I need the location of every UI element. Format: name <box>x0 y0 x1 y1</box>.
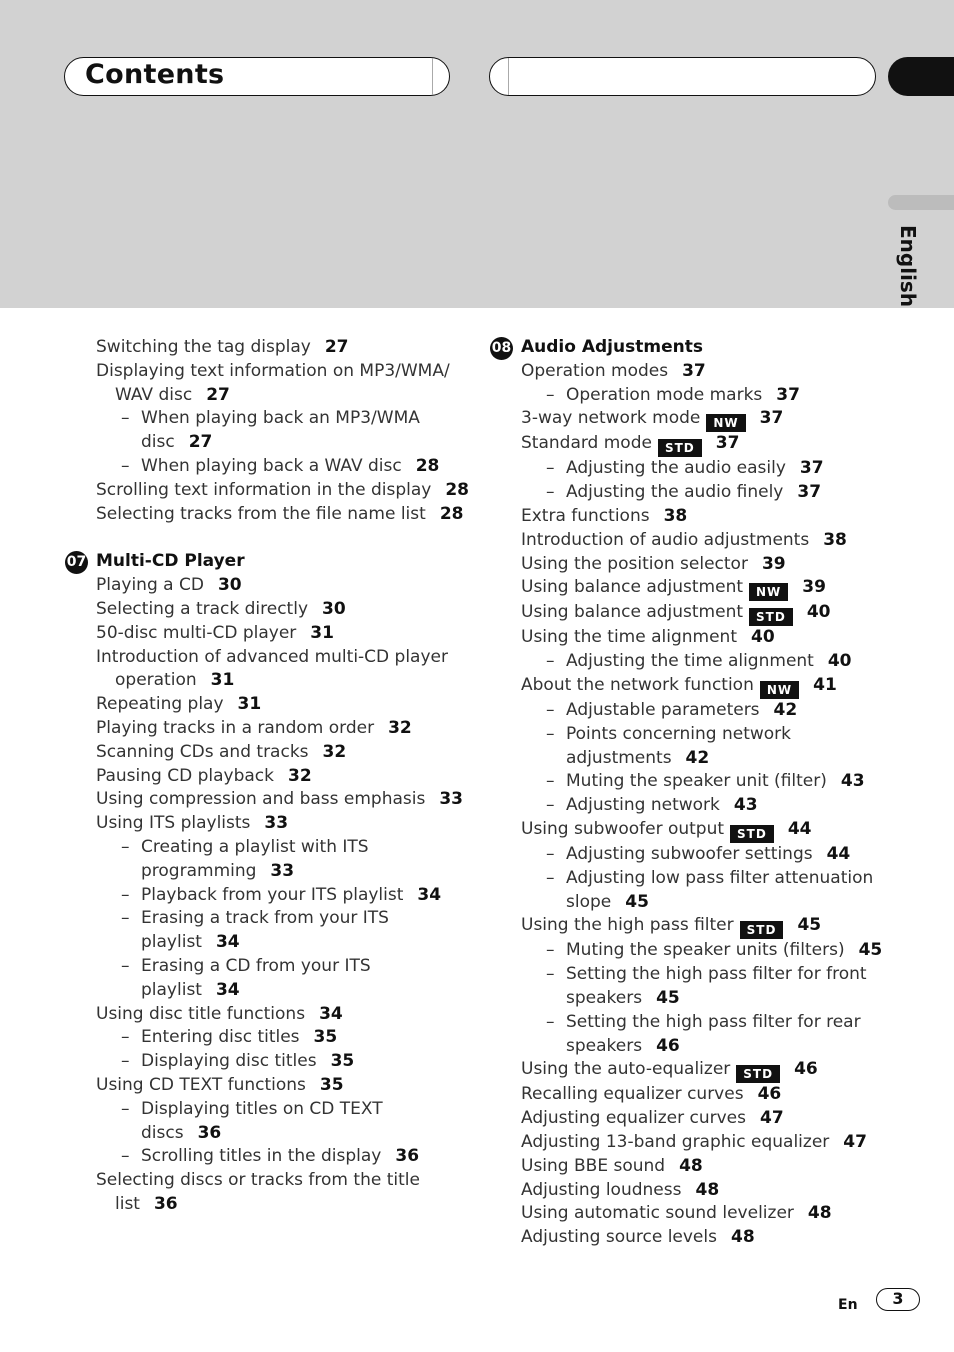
section-heading[interactable] <box>66 550 466 574</box>
toc-entry-text: Using the auto-equalizer <box>521 1059 731 1080</box>
toc-entry[interactable] <box>96 503 466 527</box>
toc-page-number: 30 <box>217 575 242 596</box>
toc-entry[interactable] <box>96 1098 466 1122</box>
toc-entry[interactable] <box>96 765 466 789</box>
toc-entry-text: Operation mode marks <box>566 384 763 405</box>
toc-entry-text: Adjusting the audio finely <box>566 482 784 503</box>
toc-page-number: 27 <box>324 337 349 357</box>
sub-entry-dash: – <box>546 458 555 479</box>
toc-page-number: 47 <box>843 1131 867 1152</box>
toc-page-number: 27 <box>188 432 213 453</box>
toc-entry[interactable] <box>521 1058 881 1083</box>
toc-entry[interactable] <box>96 1193 466 1217</box>
toc-entry-text: Playback from your ITS playlist <box>141 884 404 905</box>
toc-entry-text: Pausing CD playback <box>96 765 274 786</box>
toc-page-number: 40 <box>827 651 852 672</box>
toc-entry-text: Using BBE sound <box>521 1155 666 1176</box>
toc-entry[interactable] <box>96 788 466 812</box>
toc-entry[interactable] <box>96 741 466 765</box>
section-title: Multi-CD Player <box>96 551 245 572</box>
toc-entry[interactable] <box>96 907 466 931</box>
toc-entry[interactable] <box>96 860 466 884</box>
toc-entry-text: Using automatic sound levelizer <box>521 1203 794 1224</box>
toc-page-number: 32 <box>288 765 312 786</box>
sub-entry-dash: – <box>121 1098 130 1119</box>
mode-tag-badge: STD <box>740 921 784 939</box>
toc-page-number: 48 <box>695 1179 720 1200</box>
toc-left-column <box>66 336 470 1217</box>
toc-entry-text: When playing back an MP3/WMA <box>141 408 420 429</box>
toc-entry-text: Adjusting source levels <box>521 1227 717 1248</box>
toc-entry[interactable] <box>96 1145 466 1169</box>
toc-entry[interactable] <box>521 1226 881 1250</box>
toc-page-number: 48 <box>807 1203 832 1224</box>
toc-page-number: 37 <box>715 433 740 454</box>
toc-page-number: 46 <box>656 1035 680 1056</box>
section-title: Audio Adjustments <box>521 337 703 357</box>
toc-entry[interactable] <box>521 1107 881 1131</box>
toc-entry-text: Using CD TEXT functions <box>96 1074 306 1095</box>
sub-entry-dash: – <box>546 482 555 503</box>
sub-entry-dash: – <box>546 964 555 985</box>
toc-entry-text: Playing tracks in a random order <box>96 717 375 738</box>
toc-entry-text: Adjusting the time alignment <box>566 651 814 672</box>
toc-entry-text: Adjusting subwoofer settings <box>566 843 813 864</box>
toc-entry-text: Selecting a track directly <box>96 598 309 619</box>
toc-entry[interactable] <box>521 891 881 915</box>
toc-entry[interactable] <box>96 598 466 622</box>
sub-entry-dash: – <box>121 836 130 857</box>
toc-page-number: 28 <box>439 503 464 524</box>
toc-entry-text: Operation modes <box>521 360 669 381</box>
toc-entry[interactable] <box>521 407 881 432</box>
toc-entry[interactable] <box>96 455 466 479</box>
toc-entry[interactable] <box>521 794 881 818</box>
toc-entry[interactable] <box>521 987 881 1011</box>
toc-entry[interactable] <box>521 553 881 577</box>
toc-page-number: 37 <box>797 482 822 503</box>
toc-page-number: 45 <box>797 915 822 936</box>
toc-entry[interactable] <box>96 622 466 646</box>
sub-entry-dash: – <box>546 1011 555 1032</box>
toc-entry[interactable] <box>521 1131 881 1155</box>
blank-box-divider <box>508 58 509 95</box>
toc-page-number: 28 <box>415 455 440 476</box>
toc-entry-text: Using balance adjustment <box>521 577 744 598</box>
sub-entry-dash: – <box>546 384 555 405</box>
toc-entry[interactable] <box>96 812 466 836</box>
toc-entry[interactable] <box>96 360 466 384</box>
toc-entry[interactable] <box>96 1026 466 1050</box>
toc-entry-text: speakers <box>566 987 643 1008</box>
toc-entry[interactable] <box>96 1169 466 1193</box>
toc-entry-text: Erasing a CD from your ITS <box>141 955 371 976</box>
toc-entry[interactable] <box>96 1122 466 1146</box>
toc-entry-text: Adjusting equalizer curves <box>521 1108 746 1129</box>
toc-entry[interactable] <box>96 693 466 717</box>
toc-page-number: 36 <box>197 1122 222 1143</box>
toc-entry[interactable] <box>96 1003 466 1027</box>
toc-page-number: 38 <box>663 505 688 526</box>
toc-entry-text: Erasing a track from your ITS <box>141 908 389 929</box>
toc-entry[interactable] <box>521 914 881 939</box>
sub-entry-dash: – <box>546 651 555 672</box>
toc-entry-text: Introduction of audio adjustments <box>521 529 810 550</box>
sub-entry-dash: – <box>546 867 555 888</box>
toc-entry[interactable] <box>96 431 466 455</box>
sub-entry-dash: – <box>121 1027 130 1048</box>
toc-entry[interactable] <box>96 1050 466 1074</box>
toc-page-number: 39 <box>802 577 826 598</box>
toc-page-number: 45 <box>625 891 649 912</box>
toc-entry[interactable] <box>521 843 881 867</box>
toc-entry[interactable] <box>521 626 881 650</box>
toc-page-number: 37 <box>776 384 800 405</box>
toc-entry-text: Adjusting the audio easily <box>566 458 786 479</box>
toc-entry[interactable] <box>521 505 881 529</box>
toc-entry-text: Scrolling titles in the display <box>141 1146 382 1167</box>
toc-page-number: 33 <box>439 789 464 810</box>
toc-entry[interactable] <box>96 479 470 503</box>
toc-page-number: 38 <box>823 529 847 550</box>
toc-entry[interactable] <box>521 432 881 457</box>
toc-entry[interactable] <box>96 717 466 741</box>
toc-entry-text: Introduction of advanced multi-CD player <box>96 646 448 667</box>
toc-entry-text: Using balance adjustment <box>521 602 744 623</box>
toc-entry[interactable] <box>521 650 881 674</box>
page-title: Contents <box>85 59 225 90</box>
toc-entry-text: Using disc title functions <box>96 1003 306 1024</box>
toc-right-column <box>491 336 883 1250</box>
toc-page-number: 46 <box>757 1084 782 1105</box>
toc-entry-text: operation <box>115 670 197 691</box>
toc-entry[interactable] <box>521 529 881 553</box>
toc-page-number: 33 <box>264 813 289 834</box>
toc-entry-text: Extra functions <box>521 505 650 526</box>
toc-entry[interactable] <box>521 1083 881 1107</box>
toc-entry-text: Adjusting 13-band graphic equalizer <box>521 1131 830 1152</box>
toc-page-number: 35 <box>319 1074 344 1095</box>
toc-page-number: 40 <box>806 602 831 623</box>
toc-entry-text: Setting the high pass filter for rear <box>566 1011 861 1032</box>
sub-entry-dash: – <box>546 699 555 720</box>
toc-page-number: 37 <box>682 360 706 381</box>
toc-entry[interactable] <box>521 1011 881 1035</box>
mode-tag-badge: STD <box>736 1065 780 1083</box>
sub-entry-dash: – <box>121 408 130 429</box>
toc-entry-text: slope <box>566 891 612 912</box>
toc-page-number: 32 <box>322 741 347 762</box>
toc-entry-text: playlist <box>141 932 202 953</box>
toc-page-number: 33 <box>270 860 295 881</box>
toc-entry-text: Using compression and bass emphasis <box>96 789 426 810</box>
toc-page-number: 28 <box>445 479 470 500</box>
toc-entry[interactable] <box>521 674 881 699</box>
sub-entry-dash: – <box>121 1146 130 1167</box>
toc-entry[interactable] <box>521 723 881 747</box>
title-box <box>64 57 450 96</box>
toc-entry[interactable] <box>521 818 881 843</box>
toc-entry-text: Muting the speaker unit (filter) <box>566 771 827 792</box>
toc-entry[interactable] <box>521 963 881 987</box>
toc-entry-text: About the network function <box>521 674 754 695</box>
toc-entry[interactable] <box>521 747 881 771</box>
toc-entry-text: Muting the speaker units (filters) <box>566 940 845 961</box>
toc-entry-text: discs <box>141 1122 184 1143</box>
toc-page-number: 42 <box>773 699 798 720</box>
toc-entry[interactable] <box>96 646 466 670</box>
toc-page-number: 46 <box>794 1059 818 1080</box>
toc-page-number: 37 <box>759 408 784 429</box>
toc-entry-text: Points concerning network <box>566 723 791 744</box>
toc-page-number: 48 <box>679 1155 703 1176</box>
mode-tag-badge: STD <box>658 439 702 457</box>
toc-entry-text: Selecting tracks from the file name list <box>96 503 426 524</box>
title-box-divider <box>432 58 433 95</box>
sub-entry-dash: – <box>121 908 130 929</box>
toc-entry-text: Adjustable parameters <box>566 699 760 720</box>
footer-language: En <box>838 1297 858 1313</box>
toc-entry-text: WAV disc <box>115 384 193 405</box>
section-number-badge: 08 <box>490 337 513 360</box>
toc-page-number: 39 <box>761 553 786 574</box>
toc-entry-text: Adjusting network <box>566 795 720 816</box>
header-band <box>0 0 954 308</box>
toc-page-number: 48 <box>730 1227 755 1248</box>
toc-entry[interactable] <box>96 574 466 598</box>
toc-entry-text: Displaying disc titles <box>141 1051 317 1072</box>
mode-tag-badge: NW <box>749 583 788 601</box>
toc-entry[interactable] <box>521 867 881 891</box>
toc-entry-text: Using the high pass filter <box>521 915 734 936</box>
toc-page-number: 45 <box>858 940 883 961</box>
toc-entry-text: list <box>115 1193 140 1214</box>
toc-entry[interactable] <box>521 1155 881 1179</box>
toc-entry[interactable] <box>521 699 881 723</box>
toc-entry-text: Scanning CDs and tracks <box>96 741 309 762</box>
toc-page-number: 30 <box>322 598 346 619</box>
toc-entry-text: Selecting discs or tracks from the title <box>96 1170 420 1191</box>
toc-entry[interactable] <box>96 955 466 979</box>
toc-entry[interactable] <box>521 1179 881 1203</box>
sub-entry-dash: – <box>121 884 130 905</box>
language-tab-label: English <box>896 225 920 308</box>
toc-entry-text: programming <box>141 860 257 881</box>
blank-header-box <box>489 57 876 96</box>
toc-entry-text: Setting the high pass filter for front <box>566 964 867 985</box>
toc-entry[interactable] <box>96 384 466 408</box>
sub-entry-dash: – <box>121 455 130 476</box>
mode-tag-badge: STD <box>730 825 774 843</box>
toc-page-number: 34 <box>215 979 240 1000</box>
toc-entry-text: Using the position selector <box>521 553 748 574</box>
mode-tag-badge: NW <box>760 681 799 699</box>
toc-page-number: 27 <box>206 384 230 405</box>
toc-entry[interactable] <box>96 336 466 360</box>
toc-page-number: 41 <box>813 674 837 695</box>
toc-page-number: 31 <box>310 622 334 643</box>
toc-page-number: 36 <box>395 1146 420 1167</box>
toc-entry[interactable] <box>521 360 881 384</box>
toc-entry[interactable] <box>521 457 881 481</box>
toc-entry[interactable] <box>96 407 466 431</box>
sub-entry-dash: – <box>546 940 555 961</box>
toc-entry[interactable] <box>521 576 881 601</box>
toc-page-number: 44 <box>787 818 812 839</box>
toc-entry[interactable] <box>96 884 466 908</box>
toc-entry-text: Displaying text information on MP3/WMA/ <box>96 360 450 381</box>
toc-page-number: 34 <box>417 884 442 905</box>
toc-page-number: 35 <box>313 1027 338 1048</box>
toc-page-number: 43 <box>840 771 865 792</box>
toc-page-number: 44 <box>826 843 851 864</box>
toc-entry-text: adjustments <box>566 747 672 768</box>
section-tab-marker <box>888 57 954 96</box>
toc-entry-text: When playing back a WAV disc <box>141 455 402 476</box>
toc-entry[interactable] <box>521 770 881 794</box>
toc-entry[interactable] <box>521 1202 881 1226</box>
toc-page-number: 45 <box>656 987 680 1008</box>
toc-entry[interactable] <box>96 836 466 860</box>
toc-page-number: 32 <box>388 717 412 738</box>
toc-entry-text: Using subwoofer output <box>521 818 725 839</box>
toc-entry-text: Creating a playlist with ITS <box>141 836 369 857</box>
toc-page-number: 34 <box>215 932 240 953</box>
toc-entry-text: Adjusting low pass filter attenuation <box>566 867 874 888</box>
toc-entry[interactable] <box>521 601 881 626</box>
toc-entry[interactable] <box>96 979 466 1003</box>
sub-entry-dash: – <box>546 843 555 864</box>
toc-entry-text: disc <box>141 432 175 453</box>
section-gap <box>96 526 466 550</box>
sub-entry-dash: – <box>546 723 555 744</box>
toc-page-number: 31 <box>237 694 262 715</box>
toc-entry-text: Recalling equalizer curves <box>521 1084 744 1105</box>
sub-entry-dash: – <box>546 771 555 792</box>
section-number-badge: 07 <box>65 551 88 574</box>
toc-page-number: 31 <box>210 670 235 691</box>
sub-entry-dash: – <box>121 955 130 976</box>
toc-page-number: 36 <box>153 1193 178 1214</box>
toc-entry-text: Displaying titles on CD TEXT <box>141 1098 383 1119</box>
toc-page-number: 40 <box>751 627 775 648</box>
toc-entry-text: Adjusting loudness <box>521 1179 682 1200</box>
mode-tag-badge: STD <box>749 608 793 626</box>
toc-entry[interactable] <box>521 481 881 505</box>
toc-page-number: 37 <box>799 458 824 479</box>
toc-entry-text: speakers <box>566 1035 643 1056</box>
toc-page-number: 42 <box>685 747 710 768</box>
mode-tag-badge: NW <box>706 414 745 432</box>
toc-entry-text: Scrolling text information in the display <box>96 479 432 500</box>
section-heading[interactable] <box>491 336 881 360</box>
toc-entry-text: Using ITS playlists <box>96 813 251 834</box>
language-tab-marker <box>888 195 954 210</box>
toc-entry-text: Entering disc titles <box>141 1027 300 1048</box>
toc-entry-text: Playing a CD <box>96 575 204 596</box>
toc-entry[interactable] <box>521 1035 881 1059</box>
toc-entry[interactable] <box>521 384 881 408</box>
sub-entry-dash: – <box>121 1051 130 1072</box>
toc-entry[interactable] <box>521 939 881 963</box>
toc-page-number: 34 <box>319 1003 343 1024</box>
toc-entry-text: Using the time alignment <box>521 627 737 648</box>
toc-entry-text: Repeating play <box>96 694 224 715</box>
sub-entry-dash: – <box>546 795 555 816</box>
toc-entry[interactable] <box>96 1074 466 1098</box>
toc-entry-text: playlist <box>141 979 202 1000</box>
toc-entry-text: 3-way network mode <box>521 408 701 429</box>
page-number: 3 <box>876 1288 920 1311</box>
toc-entry[interactable] <box>96 931 466 955</box>
toc-page-number: 43 <box>733 795 758 816</box>
toc-entry-text: 50-disc multi-CD player <box>96 622 297 643</box>
toc-entry-text: Switching the tag display <box>96 337 311 357</box>
toc-page-number: 47 <box>759 1108 784 1129</box>
toc-page-number: 35 <box>330 1051 355 1072</box>
toc-entry-text: Standard mode <box>521 433 652 454</box>
toc-entry[interactable] <box>96 669 466 693</box>
